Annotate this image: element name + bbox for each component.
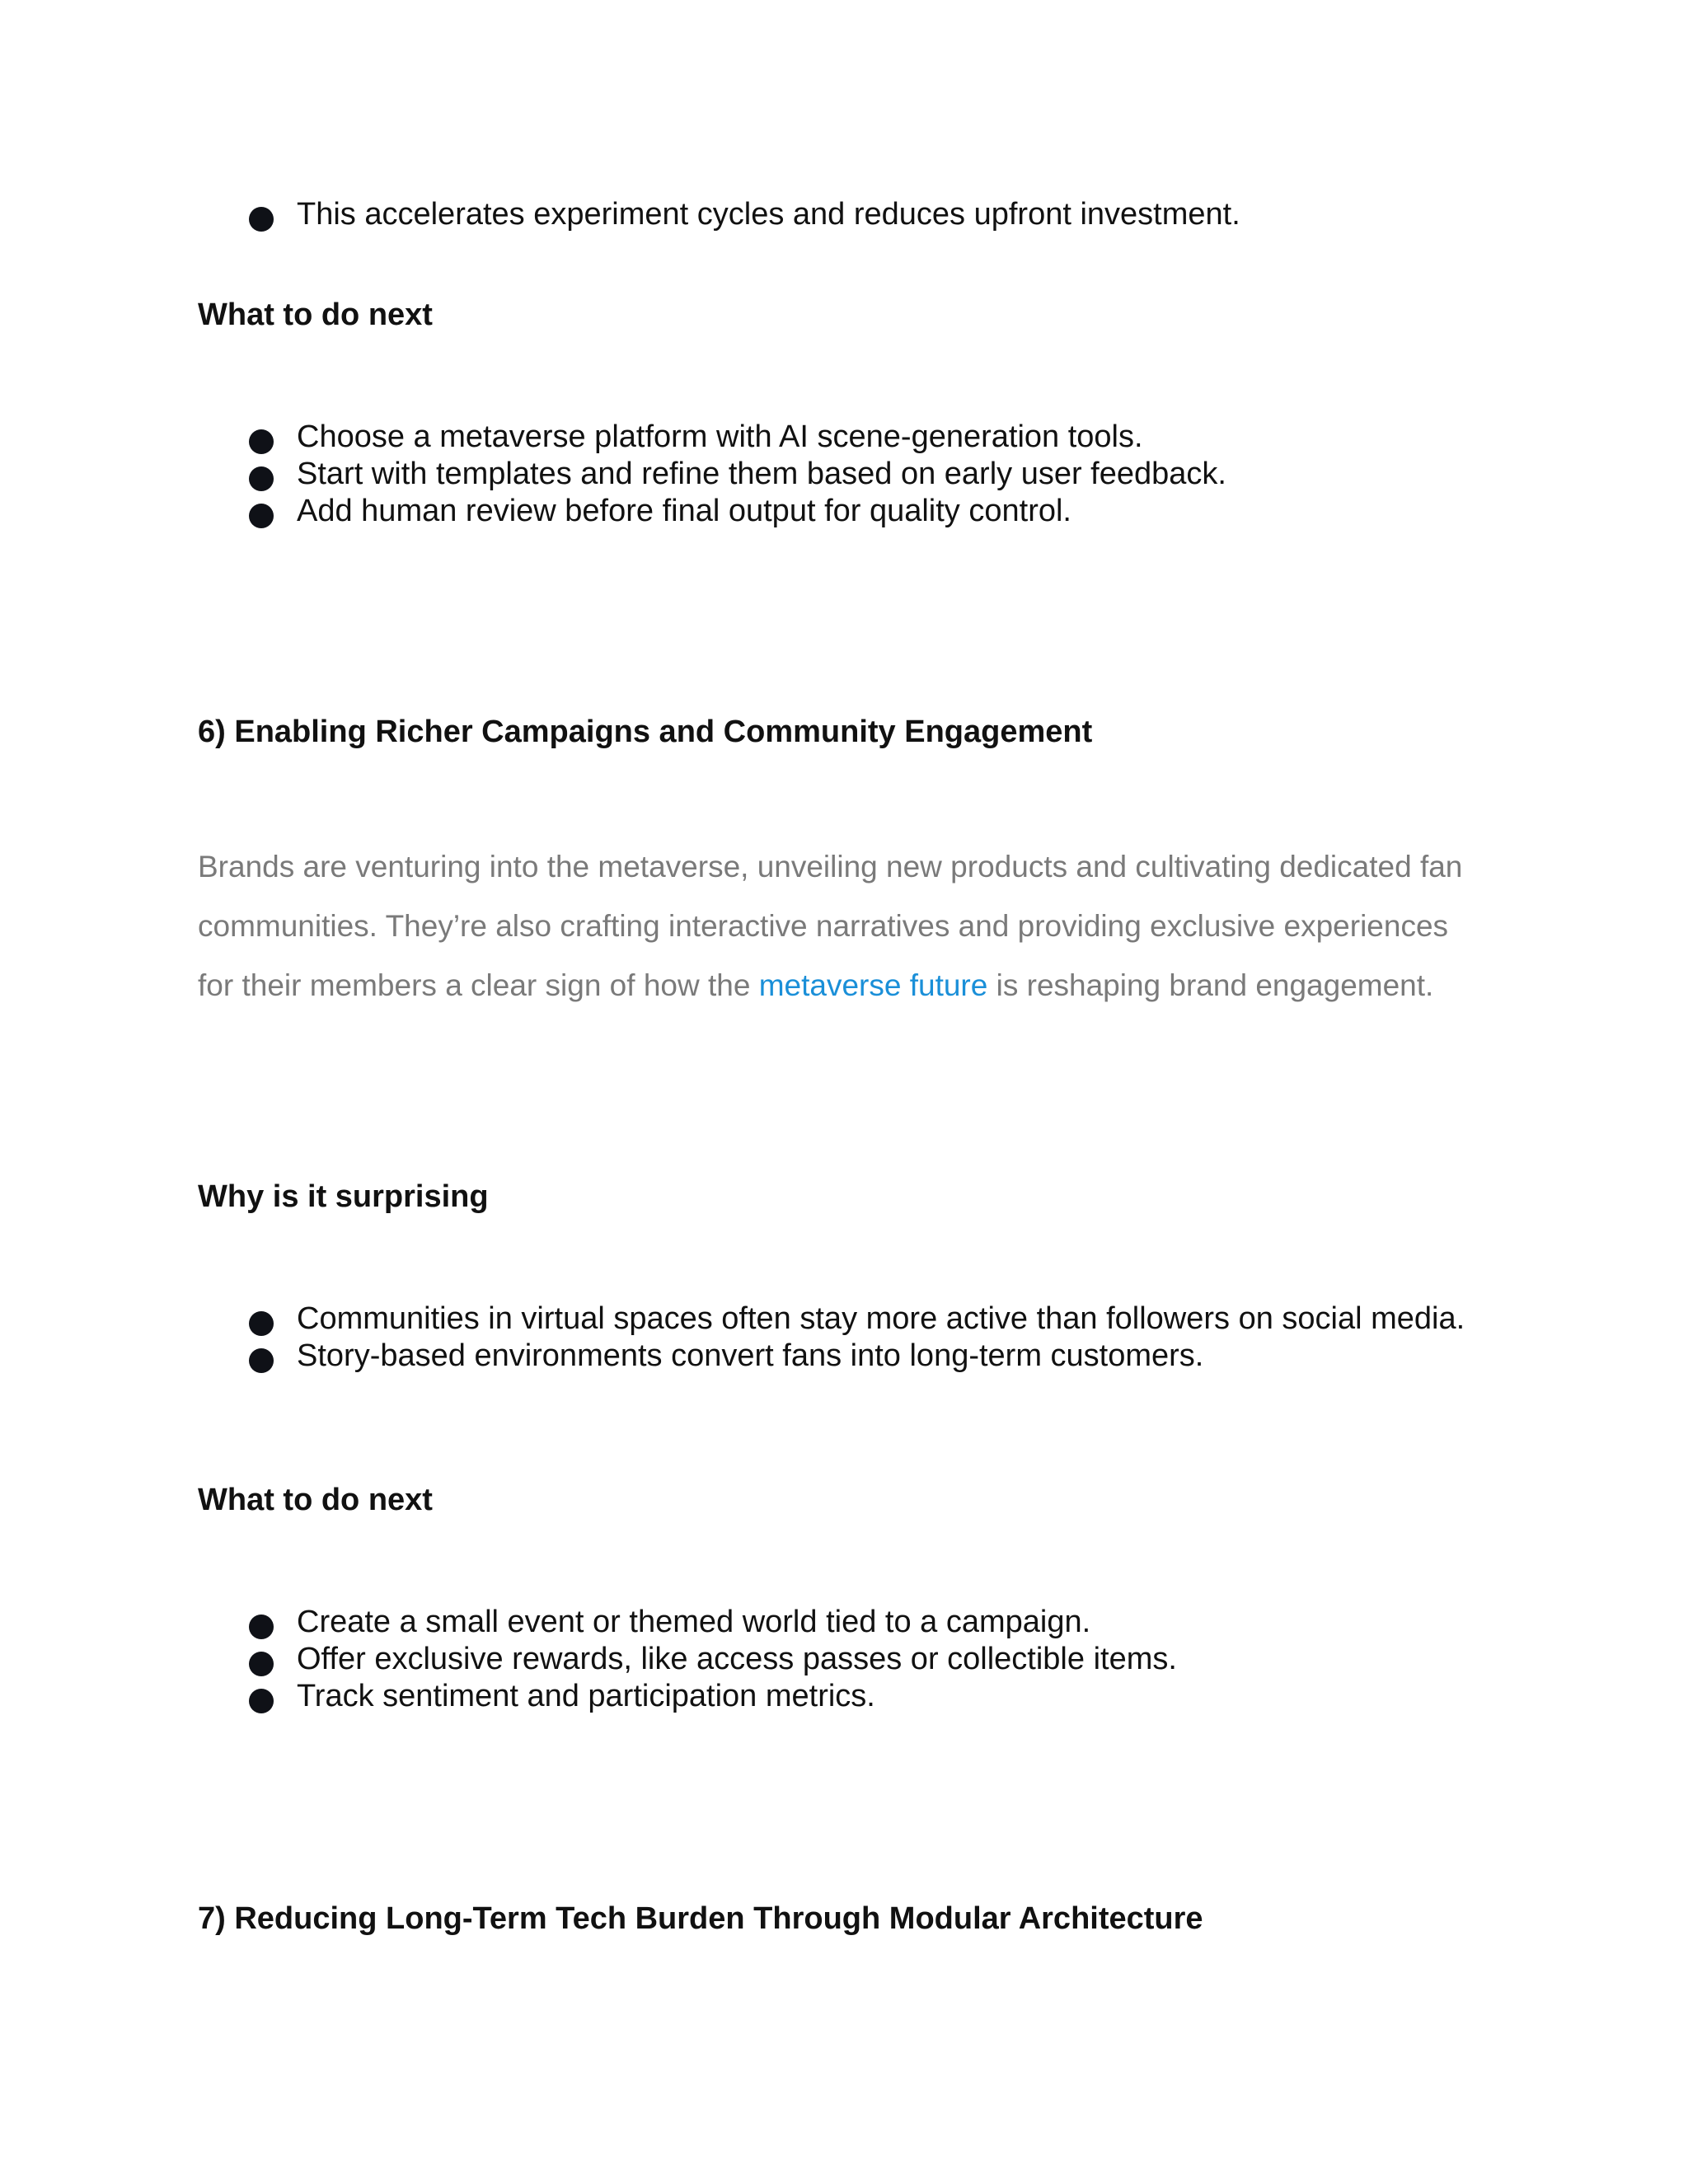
bullet-dot-icon <box>249 466 274 491</box>
list-item: Create a small event or themed world tied to a campaign. <box>198 1604 1177 1641</box>
metaverse-future-link[interactable]: metaverse future <box>758 968 988 1002</box>
list-item: Add human review before final output for quality control. <box>198 493 1226 530</box>
bullet-dot-icon <box>249 1348 274 1373</box>
list-item: Story-based environments convert fans into long-term customers. <box>198 1338 1582 1375</box>
section-7-heading: 7) Reducing Long-Term Tech Burden Through Modular Architecture <box>198 1901 1203 1936</box>
section-6-paragraph: Brands are venturing into the metaverse, unveiling new products and cultivating dedicated fan communities. They’re also crafting interactive narratives and providing exclusive experiences for their members a clear sign of how the metaverse future is reshaping brand engagement. <box>198 850 1463 1002</box>
bullet-dot-icon <box>249 1311 274 1336</box>
bullet-list-next-2 <box>198 1604 1177 1715</box>
list-item: Communities in virtual spaces often stay more active than followers on social media. <box>198 1301 1582 1338</box>
what-to-do-next-heading-1: What to do next <box>198 298 433 332</box>
bullet-dot-icon <box>249 1615 274 1639</box>
list-item: Track sentiment and participation metrics. <box>198 1678 1177 1715</box>
bullet-dot-icon <box>249 1689 274 1713</box>
section-6-heading: 6) Enabling Richer Campaigns and Community Engagement <box>198 715 1093 749</box>
bullet-list-next-1 <box>198 419 1226 530</box>
bullet-list-why <box>198 1301 1582 1375</box>
list-item: Start with templates and refine them based on early user feedback. <box>198 456 1226 493</box>
bullet-dot-icon <box>249 504 274 528</box>
bullet-dot-icon <box>249 1652 274 1676</box>
why-surprising-heading: Why is it surprising <box>198 1179 489 1214</box>
list-item: Choose a metaverse platform with AI scene-generation tools. <box>198 419 1226 456</box>
bullet-dot-icon <box>249 207 274 232</box>
list-item: This accelerates experiment cycles and reduces upfront investment. <box>198 196 1240 233</box>
bullet-dot-icon <box>249 429 274 454</box>
list-item: Offer exclusive rewards, like access passes or collectible items. <box>198 1641 1177 1678</box>
bullet-list-top <box>198 196 1240 233</box>
what-to-do-next-heading-2: What to do next <box>198 1483 433 1517</box>
